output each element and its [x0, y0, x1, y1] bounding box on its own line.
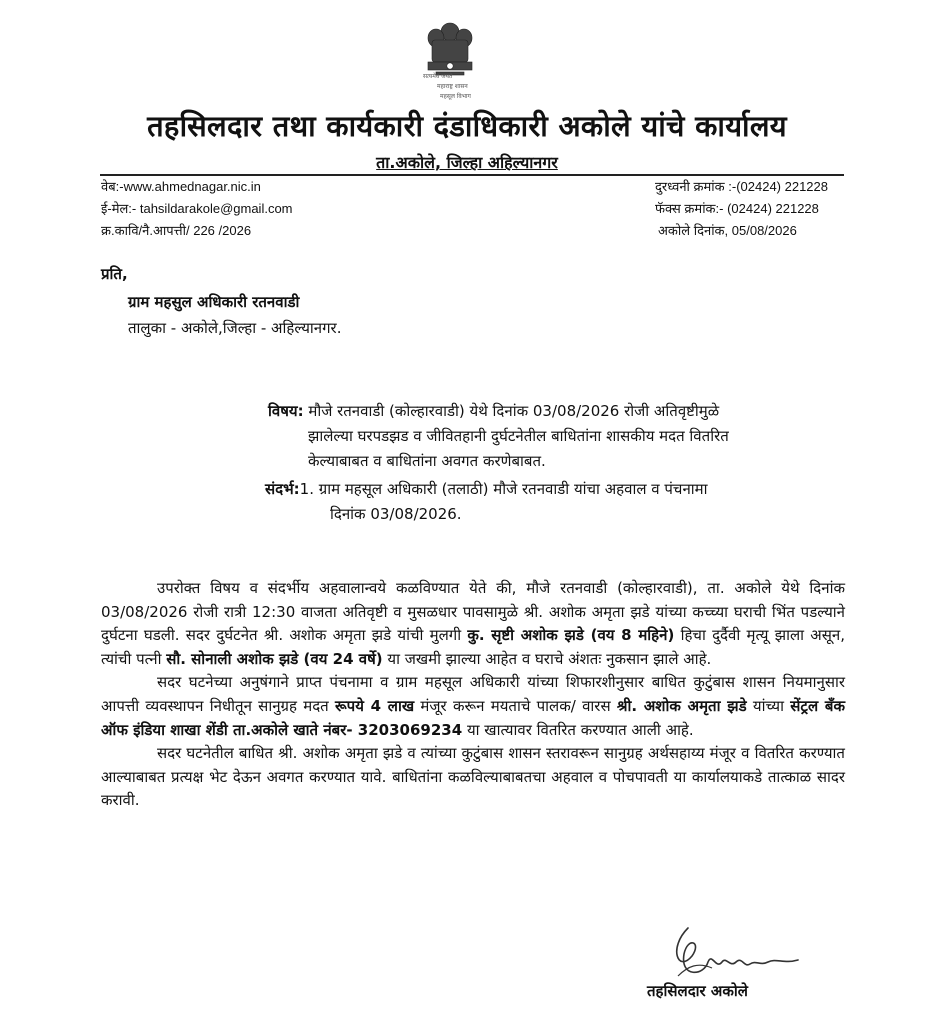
subject-line-3: केल्याबाबत व बाधितांना अवगत करणेबाबत. [308, 452, 546, 470]
emblem-department: महसूल विभाग [440, 93, 471, 100]
paragraph-2: सदर घटनेच्या अनुषंगाने प्राप्त पंचनामा व ग्राम महसूल अधिकारी यांच्या शिफारशीनुसार बाधित कुटुंबास शासन नियमानुसार आपत्ती व्यवस्थापन निधीतून सानुग्रह मदत रूपये 4 लाख मंजूर करून मयताचे पालक/ वारस श्री. अशोक अमृता झडे यांच्या सेंट्रल बँक ऑफ इंडिया शाखा शेंडी ता.अकोले खाते नंबर- 3203069234 या खात्यावर वितरित करण्यात आली आहे. [101, 673, 845, 739]
reference-line-1: संदर्भ:1. ग्राम महसूल अधिकारी (तलाठी) मौजे रतनवाडी यांचा अहवाल व पंचनामा [265, 480, 708, 498]
website: वेब:-www.ahmednagar.nic.in [101, 179, 261, 194]
email: ई-मेल:- tahsildarakole@gmail.com [101, 201, 293, 216]
emblem-government: महाराष्ट्र शासन [437, 83, 468, 90]
fax-number: फॅक्स क्रमांक:- (02424) 221228 [655, 201, 819, 216]
letter-date: अकोले दिनांक, 05/08/2026 [658, 223, 797, 238]
recipient-name: ग्राम महसुल अधिकारी रतनवाडी [128, 293, 300, 311]
reference-line-2: दिनांक 03/08/2026. [330, 505, 462, 523]
reference-label: संदर्भ: [265, 480, 300, 498]
office-title: तहसिलदार तथा कार्यकारी दंडाधिकारी अकोले यांचे कार्यालय [147, 109, 787, 143]
phone-number: दुरध्वनी क्रमांक :-(02424) 221228 [655, 179, 828, 194]
reference-number: क्र.कावि/नै.आपत्ती/ 226 /2026 [101, 223, 252, 238]
paragraph-3: सदर घटनेतील बाधित श्री. अशोक अमृता झडे व त्यांच्या कुटुंबास शासन स्तरावरून सानुग्रह अर्थसहाय्य मंजूर व वितरित करण्यात आल्याबाबत प्रत्यक्ष भेट देऊन अवगत करण्यात यावे. बाधितांना कळविल्याबाबतचा अहवाल व पोचपावती या कार्यालयाकडे तात्काळ सादर करावी. [101, 744, 845, 810]
handwritten-signature [658, 918, 808, 988]
recipient-address: तालुका - अकोले,जिल्हा - अहिल्यानगर. [128, 319, 342, 337]
header-divider [100, 174, 844, 176]
office-address: ता.अकोले, जिल्हा अहिल्यानगर [376, 153, 558, 172]
signer-designation: तहसिलदार अकोले [647, 982, 748, 1000]
emblem-motto: सत्यमेव जयते [423, 73, 453, 80]
salutation: प्रति, [101, 265, 128, 283]
body-text [101, 577, 845, 813]
subject-line-1: विषय: मौजे रतनवाडी (कोल्हारवाडी) येथे दिनांक 03/08/2026 रोजी अतिवृष्टीमुळे [268, 402, 720, 420]
subject-label: विषय: [268, 402, 304, 420]
paragraph-1: उपरोक्त विषय व संदर्भीय अहवालान्वये कळविण्यात येते की, मौजे रतनवाडी (कोल्हारवाडी), ता. अकोले येथे दिनांक 03/08/2026 रोजी रात्री 12:30 वाजता अतिवृष्टी व मुसळधार पावसामुळे श्री. अशोक अमृता झडे यांच्या कच्च्या घराची भिंत पडल्याने दुर्घटना घडली. सदर दुर्घटनेत श्री. अशोक अमृता झडे यांची मुलगी कु. सृष्टी अशोक झडे (वय 8 महिने) हिचा दुर्दैवी मृत्यू झाला असून, त्यांची पत्नी सौ. सोनाली अशोक झडे (वय 24 वर्षे) या जखमी झाल्या आहेत व घराचे अंशतः नुकसान झाले आहे. [101, 579, 845, 668]
subject-line-2: झालेल्या घरपडझड व जीवितहानी दुर्घटनेतील बाधितांना शासकीय मदत वितरित [308, 427, 729, 445]
